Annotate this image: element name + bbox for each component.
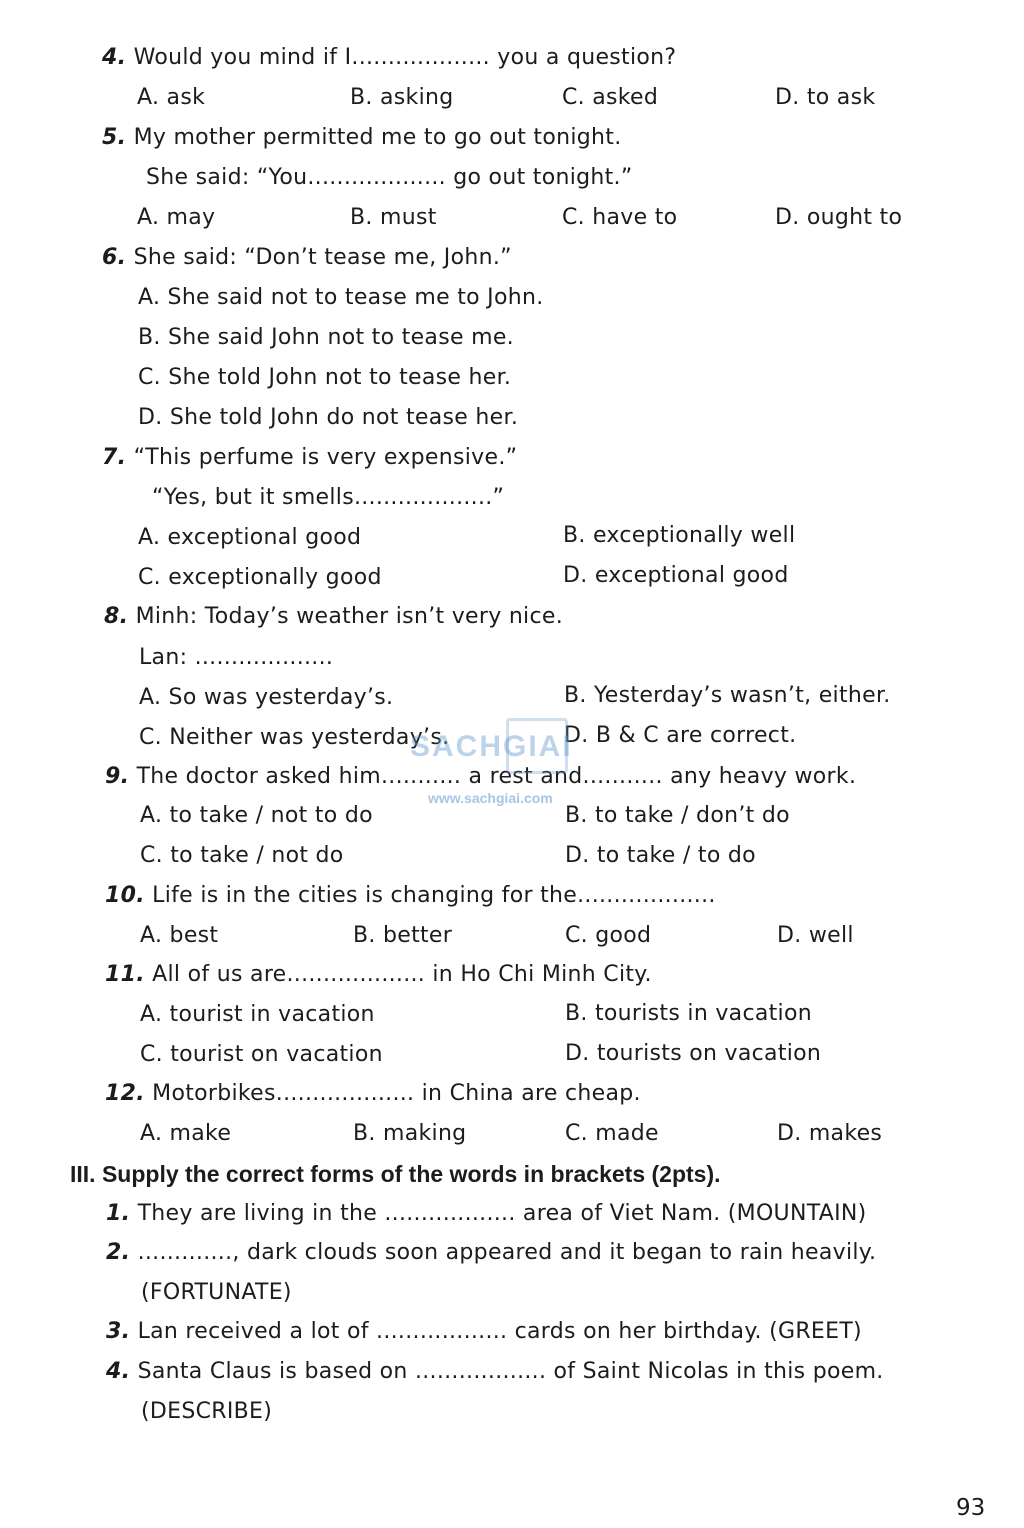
section-heading: III. Supply the correct forms of the words in brackets (2pts). xyxy=(70,1161,721,1187)
item-text: ............., dark clouds soon appeared and it began to rain heavily. xyxy=(137,1240,877,1265)
option-a: A. tourist in vacation xyxy=(140,1002,375,1027)
question-5 xyxy=(102,124,621,152)
item-text: Santa Claus is based on .................. of Saint Nicolas in this poem. xyxy=(137,1359,884,1384)
question-stem-line2: She said: “You................... go out tonight.” xyxy=(146,165,633,190)
question-number: 8. xyxy=(104,604,129,629)
question-stem: My mother permitted me to go out tonight. xyxy=(133,125,622,150)
question-11 xyxy=(105,961,652,989)
question-10 xyxy=(105,882,716,910)
question-9 xyxy=(105,763,856,791)
option-c: C. tourist on vacation xyxy=(140,1042,383,1067)
option-b: B. better xyxy=(353,923,453,948)
question-number: 12. xyxy=(105,1081,145,1106)
watermark-url: www.sachgiai.com xyxy=(428,790,553,806)
option-c: C. exceptionally good xyxy=(138,565,382,590)
option-c: C. made xyxy=(565,1121,659,1146)
question-number: 11. xyxy=(105,962,145,987)
question-number: 4. xyxy=(102,45,127,70)
option-a: A. make xyxy=(140,1121,232,1146)
option-b: B. making xyxy=(353,1121,467,1146)
option-b: B. Yesterday’s wasn’t, either. xyxy=(564,683,891,708)
option-b: B. to take / don’t do xyxy=(565,803,790,828)
question-7 xyxy=(102,444,517,472)
option-a: A. She said not to tease me to John. xyxy=(138,285,544,310)
question-number: 7. xyxy=(102,445,127,470)
question-stem: “This perfume is very expensive.” xyxy=(133,445,518,470)
item-text: Lan received a lot of .................. cards on her birthday. (GREET) xyxy=(137,1319,862,1344)
question-12 xyxy=(105,1080,641,1108)
question-number: 5. xyxy=(102,125,127,150)
option-c: C. to take / not do xyxy=(140,843,344,868)
option-d: D. tourists on vacation xyxy=(565,1041,822,1066)
question-4 xyxy=(102,44,676,72)
question-6 xyxy=(102,244,512,272)
question-stem: Motorbikes................... in China are cheap. xyxy=(152,1081,641,1106)
item-number: 1. xyxy=(106,1201,131,1226)
question-8 xyxy=(104,603,563,631)
exercise-item-2 xyxy=(106,1239,876,1267)
option-d: D. makes xyxy=(777,1121,883,1146)
option-a: A. So was yesterday’s. xyxy=(139,685,394,710)
option-c: C. good xyxy=(565,923,652,948)
option-a: A. to take / not to do xyxy=(140,803,373,828)
option-d: D. ought to xyxy=(775,205,903,230)
question-stem: Minh: Today’s weather isn’t very nice. xyxy=(135,604,563,629)
question-stem: She said: “Don’t tease me, John.” xyxy=(133,245,512,270)
watermark-logo: SACHGIAI xyxy=(410,730,573,763)
question-stem: All of us are................... in Ho Chi Minh City. xyxy=(152,962,652,987)
question-number: 9. xyxy=(105,764,130,789)
option-c: C. have to xyxy=(562,205,678,230)
option-d: D. to ask xyxy=(775,85,876,110)
option-a: A. exceptional good xyxy=(138,525,362,550)
option-b: B. She said John not to tease me. xyxy=(138,325,514,350)
option-d: D. exceptional good xyxy=(563,563,789,588)
option-c: C. Neither was yesterday’s. xyxy=(139,725,450,750)
option-d: D. She told John do not tease her. xyxy=(138,405,519,430)
item-number: 4. xyxy=(106,1359,131,1384)
option-b: B. tourists in vacation xyxy=(565,1001,812,1026)
option-d: D. to take / to do xyxy=(565,843,756,868)
item-text-line2: (FORTUNATE) xyxy=(141,1280,292,1305)
question-stem: The doctor asked him........... a rest and........... any heavy work. xyxy=(136,764,857,789)
option-a: A. ask xyxy=(137,85,206,110)
exercise-item-4 xyxy=(106,1358,884,1386)
option-a: A. best xyxy=(140,923,219,948)
item-text: They are living in the .................. area of Viet Nam. (MOUNTAIN) xyxy=(137,1201,867,1226)
item-number: 2. xyxy=(106,1240,131,1265)
page-number: 93 xyxy=(956,1495,986,1521)
option-c: C. She told John not to tease her. xyxy=(138,365,512,390)
question-number: 10. xyxy=(105,883,145,908)
question-stem: Would you mind if I................... you a question? xyxy=(133,45,677,70)
exercise-item-3 xyxy=(106,1318,862,1346)
item-text-line2: (DESCRIBE) xyxy=(141,1399,273,1424)
option-d: D. well xyxy=(777,923,854,948)
item-number: 3. xyxy=(106,1319,131,1344)
question-number: 6. xyxy=(102,245,127,270)
option-d: D. B & C are correct. xyxy=(564,723,797,748)
option-b: B. exceptionally well xyxy=(563,523,796,548)
option-b: B. asking xyxy=(350,85,454,110)
option-b: B. must xyxy=(350,205,437,230)
option-a: A. may xyxy=(137,205,216,230)
exercise-item-1 xyxy=(106,1200,867,1228)
option-c: C. asked xyxy=(562,85,659,110)
question-stem: Life is in the cities is changing for the................... xyxy=(152,883,716,908)
question-stem-line2: Lan: ................... xyxy=(139,645,334,670)
question-stem-line2: “Yes, but it smells...................” xyxy=(152,485,505,510)
